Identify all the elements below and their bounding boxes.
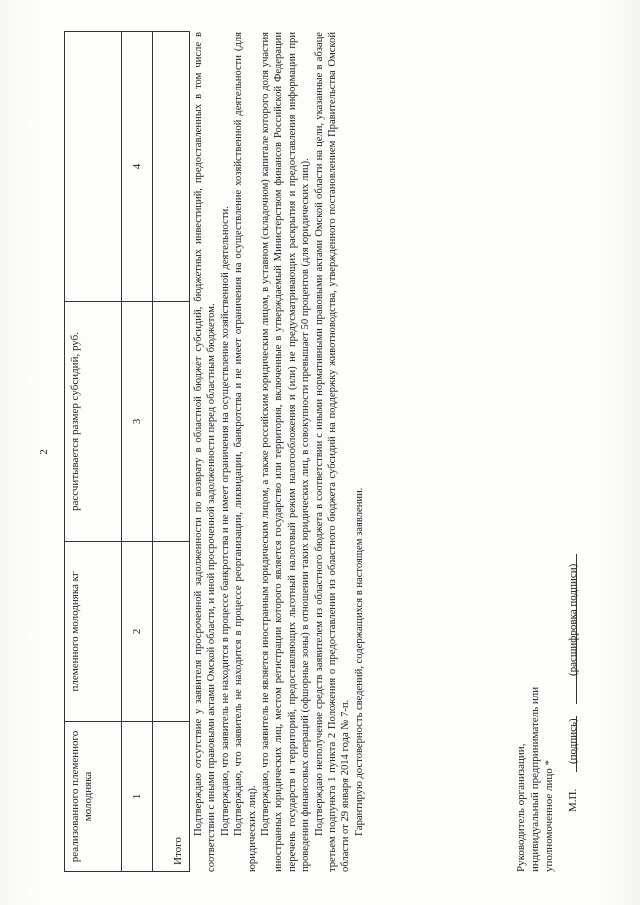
table-cell xyxy=(153,542,190,722)
table-header-cell xyxy=(65,32,122,302)
table-cell: 3 xyxy=(122,302,153,542)
table-cell: 2 xyxy=(122,542,153,722)
signature-block xyxy=(514,32,580,872)
signature-title-line: Руководитель организации, xyxy=(515,743,527,872)
subsidy-table xyxy=(64,31,190,872)
page-number: 2 xyxy=(38,449,50,455)
table-number-row xyxy=(122,32,153,872)
signature-row xyxy=(556,32,580,872)
table-header-cell: рассчитывается размер субсидий, руб. xyxy=(65,302,122,542)
table-total-row xyxy=(153,32,190,872)
body-text xyxy=(192,32,366,872)
signature-title-line: индивидуальный предприниматель или xyxy=(529,686,541,872)
signature-caption: (подпись) xyxy=(567,718,579,764)
table-header-cell: реализованного племенного молодняка xyxy=(65,722,122,872)
table-cell xyxy=(153,32,190,302)
stamp-place-label: М.П. xyxy=(567,788,579,812)
paragraph: Подтверждаю отсутствие у заявителя просроченной задолженности по возврату в областной бюджет субсидий, бюджетных инвестиций, предоставленных в том числе в соответствии с иными правовыми актами Омской области, и иной просроченной задолженности перед областным бюджетом. xyxy=(193,32,218,872)
table-cell: 4 xyxy=(122,32,153,302)
signature-title-line: уполномоченное лицо * xyxy=(543,759,555,872)
table-header-row xyxy=(65,32,122,872)
table-cell: 1 xyxy=(122,722,153,872)
table-total-label: Итого xyxy=(153,722,190,872)
decode-caption: (расшифровка подписи) xyxy=(567,563,579,676)
paragraph: Подтверждаю, что заявитель не находится в процессе реорганизации, ликвидации, банкротства и не имеет ограничения на осуществление хозяйственной деятельности (для юридических лиц). xyxy=(233,32,258,872)
table-cell xyxy=(153,302,190,542)
rotated-page-content xyxy=(30,22,610,882)
paragraph: Гарантирую достоверность сведений, содержащихся в настоящем заявлении. xyxy=(353,487,365,836)
paragraph: Подтверждаю, что заявитель не является иностранным юридическим лицом, а также российским юридическим лицом, в уставном (складочном) капитале которого доля участия иностранных юридических лиц, местом регистрации которого является государство или территория, включенные в утверждаемый Министерством финансов Российской Федерации перечень государств и территорий, предоставляющих льготный налоговый режим налогообложения и (или) не предусматривающих раскрытия и предоставления информации при проведении финансовых операций (офшорные зоны) в отношении таких юридических лиц, в совокупности превышает 50 процентов (для юридических лиц). xyxy=(260,32,312,872)
paragraph: Подтверждаю, что заявитель не находится в процессе банкротства и не имеет ограничения на осуществление хозяйственной деятельности. xyxy=(219,206,231,836)
table-header-cell: племенного молодняка кг xyxy=(65,542,122,722)
paragraph: Подтверждаю неполучение средств заявителем из областного бюджета в соответствии с иными нормативными правовыми актами Омской области на цели, указанные в абзаце третьем подпункта 1 пункта 2 Положения о предоставлении из областного бюджета субсидий на поддержку животноводства, утвержденного постановлением Правительства Омской области от 29 января 2014 года № 7-п. xyxy=(313,32,352,872)
